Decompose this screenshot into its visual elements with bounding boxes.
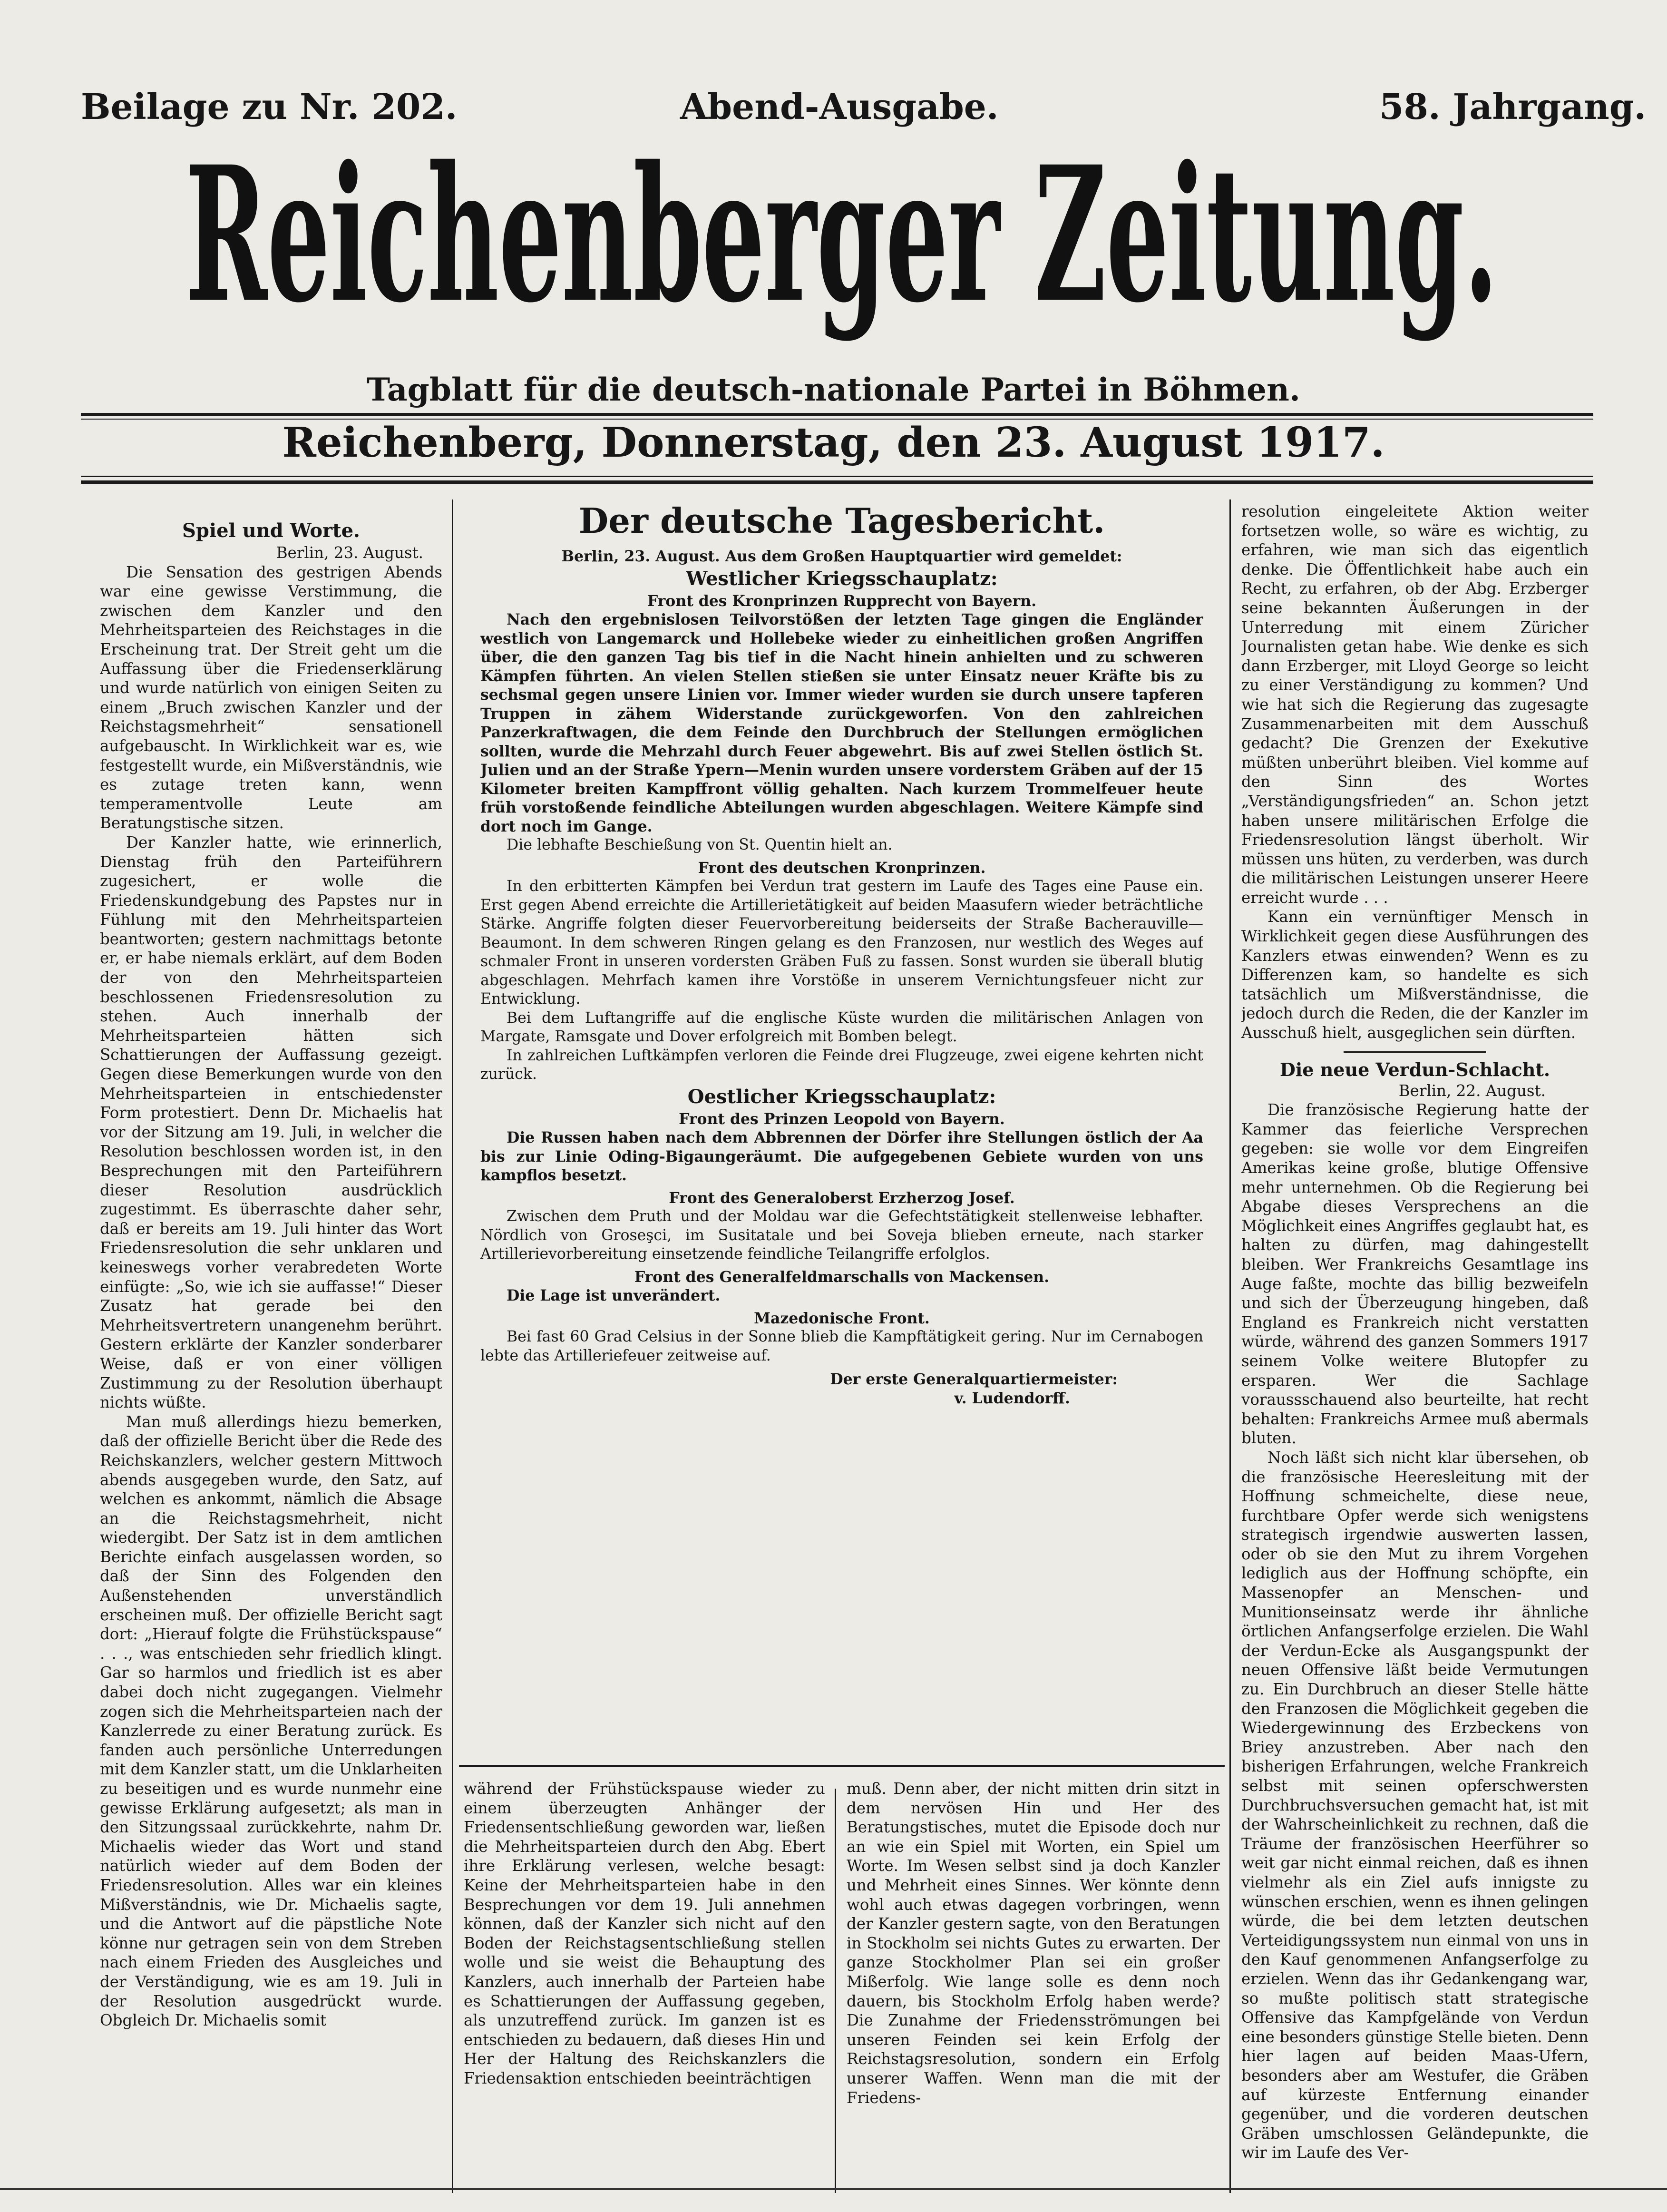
supplement-number: Beilage zu Nr. 202. [81,87,458,127]
section-sub: Front des Kronprinzen Rupprecht von Bayern. [647,592,1037,610]
paragraph: Der Kanzler hatte, wie erinnerlich, Dienstag früh den Parteiführern zugesichert, er wolle die Friedenskundgebung des Papstes nur in Fühlung mit den Mehrheitsparteien beantworten; gestern nachmittags betonte er, er habe niemals erklärt, auf dem Boden der von den Mehrheitsparteien beschlossenen Friedensresolution zu stehen. Auch innerhalb der Mehrheitsparteien hätten sich Schattierungen der Auffassung gezeigt. Gegen diese Bemerkungen wurde von den Mehrheitsparteien in entschiedenster Form protestiert. Denn Dr. Michaelis hat vor der Sitzung am 19. Juli, in welcher die Resolution beschlossen worden ist, in den Besprechungen mit den Parteiführern dieser Resolution ausdrücklich zugestimmt. Es überraschte daher sehr, daß er bereits am 19. Juli hinter das Wort Friedensresolution die sehr unklaren und keineswegs vorher verabredeten Worte einfügte: „So, wie ich sie auffasse!“ Dieser Zusatz hat gerade bei den Mehrheitsvertretern unangenehm berührt. Gestern erklärte der Kanzler sonderbarer Weise, daß er von einer völligen Zustimmung zu der Resolution überhaupt nichts wüßte. [100,833,442,1412]
signature-title: Der erste Generalquartiermeister: [830,1370,1118,1388]
column-divider-left [452,499,453,2193]
paragraph: Zwischen dem Pruth und der Moldau war die Gefechtstätigkeit stellenweise lebhafter. Nördlich von Groseşci, im Susitatale und bei Soveja blieben erneute, nach starker Artillerievorbereitung einsetzende feindliche Teilangriffe erfolglos. [480,1208,1203,1263]
masthead-subtitle: Tagblatt für die deutsch-nationale Partei in Böhmen. [367,371,1300,408]
article-title-spiel-und-worte: Spiel und Worte. [182,519,360,542]
section-sub: Front des Generalfeldmarschalls von Mackensen. [634,1268,1050,1286]
paragraph: Die Sensation des gestrigen Abends war eine gewisse Verstimmung, die zwischen dem Kanzler und den Mehrheitsparteien des Reichstages in die Erscheinung trat. Der Streit geht um die Auffassung über die Friedenserklärung und wurde natürlich von einigen Seiten zu einem „Bruch zwischen Kanzler und der Reichstagsmehrheit“ sensationell aufgebauscht. In Wirklichkeit war es, wie festgestellt wurde, ein Mißverständnis, wie es zutage treten kann, wenn temperamentvolle Leute am Beratungstische sitzen. [100,563,442,832]
paragraph: während der Frühstückspause wieder zu einem überzeugten Anhänger der Friedensentschließung geworden war, ließen die Mehrheitsparteien durch den Abg. Ebert ihre Erklärung verlesen, welche besagt: Keine der Mehrheitsparteien habe in den Besprechungen vor dem 19. Juli annehmen können, daß der Kanzler sich nicht auf den Boden der Reichstagsentschließung stellen wolle und sie weist die Behauptung des Kanzlers, auch innerhalb der Parteien habe es Schattierungen der Auffassung gegeben, als unzutreffend zurück. Im ganzen ist es entschieden zu bedauern, daß dieses Hin und Her der Haltung des Reichskanzlers die Friedensaktion entschieden beeinträchtigen [464,1780,825,2087]
rule-top-1 [81,413,1593,416]
paragraph: Man muß allerdings hiezu bemerken, daß der offizielle Bericht über die Rede des Reichskanzlers, welcher gestern Mittwoch abends ausgegeben wurde, den Satz, auf welchen es ankommt, nämlich die Absage an die Reichstagsmehrheit, nicht wiedergibt. Der Satz ist in dem amtlichen Berichte einfach ausgelassen worden, so daß der Sinn des Folgenden den Außenstehenden unverständlich erscheinen muß. Der offizielle Bericht sagt dort: „Hierauf folgte die Frühstückspause“ . . ., was entschieden sehr friedlich klingt. Gar so harmlos und friedlich ist es aber dabei doch nicht zugegangen. Vielmehr zogen sich die Mehrheitsparteien nach der Kanzlerrede zu einer Beratung zurück. Es fanden auch persönliche Unterredungen mit dem Kanzler statt, um die Unklarheiten zu beseitigen und es wurde nunmehr eine gewisse Erklärung aufgesetzt; als man in den Sitzungssaal zurückkehrte, nahm Dr. Michaelis wieder das Wort und stand natürlich wieder auf dem Boden der Friedensresolution. Alles war ein kleines Mißverständnis, wie Dr. Michaelis sagte, und die Antwort auf die päpstliche Note könne nur getragen sein von dem Streben nach einem Frieden des Ausgleiches und der Verständigung, wie es am 19. Juli in der Resolution ausgedrückt wurde. Obgleich Dr. Michaelis somit [100,1412,442,2030]
paragraph: Die lebhafte Beschießung von St. Quentin hielt an. [507,836,893,853]
page-bottom-edge [0,2188,1667,2190]
left-column [100,519,442,2193]
paragraph: Nach den ergebnislosen Teilvorstößen der letzten Tage gingen die Engländer westlich von Langemarck und Hollebeke wieder zu einheitlichen großen Angriffen über, die den ganzen Tag bis tief in die Nacht hinein anhielten und zu schweren Kämpfen führten. An vielen Stellen stießen sie unter Einsatz neuer Kräfte bis zu sechsmal gegen unsere Linien vor. Immer wieder wurden sie durch unsere tapferen Truppen in zähem Widerstande zurückgeworfen. Von den zahlreichen Panzerkraftwagen, die dem Feinde den Durchbruch der Stellungen ermöglichen sollten, wurde die Mehrzahl durch Feuer abgewehrt. Bis auf zwei Stellen östlich St. Julien und an der Straße Ypern—Menin wurden unsere vorderstem Gräben auf der 15 Kilometer breiten Kampffront völlig gehalten. Nach kurzem Trommelfeuer heute früh vorstoßende feindliche Abteilungen wurden abgeschlagen. Weitere Kämpfe sind dort noch im Gange. [480,611,1203,835]
section-sub: Mazedonische Front. [754,1309,930,1327]
paragraph: In zahlreichen Luftkämpfen verloren die Feinde drei Flugzeuge, zwei eigene kehrten nicht zurück. [480,1047,1203,1083]
paragraph: Die Russen haben nach dem Abbrennen der Dörfer ihre Stellungen östlich der Aa bis zur Linie Oding-Bigaungeräumt. Die aufgegebenen Gebiete wurden von uns kampflos besetzt. [480,1129,1203,1184]
edition-label: Abend-Ausgabe. [680,87,999,127]
column-divider-bottom [835,1789,836,2193]
masthead-logo [171,119,1512,347]
section-sub: Front des deutschen Kronprinzen. [698,859,986,877]
paragraph: In den erbitterten Kämpfen bei Verdun trat gestern im Laufe des Tages eine Pause ein. Erst gegen Abend erreichte die Artillerietätigkeit auf beiden Maasufern wieder beträchtliche Stärke. Angriffe folgten dieser Feuervorbereitung beiderseits der Straße Bacherauville—Beaumont. In dem schweren Ringen gelang es den Franzosen, nur westlich des Weges auf schmaler Front in unseren vordersten Gräben Fuß zu fassen. Sonst wurden sie überall blutig abgeschlagen. Mehrfach kamen ihre Vorstöße in unserem Vernichtungsfeuer nicht zur Entwicklung. [480,878,1203,1008]
paragraph: Kann ein vernünftiger Mensch in Wirklichkeit gegen diese Ausführungen des Kanzlers etwas einwenden? Wenn es zu Differenzen kam, so handelte es sich tatsächlich um Mißverständnisse, die jedoch durch die Reden, die der Kanzler im Ausschuß hielt, ausgeglichen sein dürften. [1241,908,1589,1042]
issue-dateline: Reichenberg, Donnerstag, den 23. August 1917. [282,419,1385,467]
article-dateline: Berlin, 23. August. [276,544,423,562]
article-dateline: Berlin, 22. August. [1398,1081,1546,1100]
bottom-center-right-column [847,1779,1220,2198]
rule-top-3 [81,476,1593,477]
masthead-title: Reichenberger Zeitung. [185,126,1498,343]
section-sub: Front des Prinzen Leopold von Bayern. [679,1110,1005,1128]
section-sub: Front des Generaloberst Erzherzog Josef. [669,1189,1015,1207]
paragraph: Die Lage ist unverändert. [507,1287,721,1304]
separator-rule [1344,1051,1486,1053]
paragraph: Bei fast 60 Grad Celsius in der Sonne blieb die Kampftätigkeit gering. Nur im Cernabogen lebte das Artilleriefeuer zeitweise auf. [480,1328,1203,1364]
rule-center-bottom [459,1765,1225,1767]
section-heading-west: Westlicher Kriegsschauplatz: [686,567,998,590]
paragraph: Noch läßt sich nicht klar übersehen, ob die französische Heeresleitung mit der Hoffnung schmeichelte, diese neue, furchtbare Opfer werde sich wenigstens strategisch irgendwie auswerten lassen, oder ob sie den Mut zu ihrem Vorgehen lediglich aus der Hoffnung schöpfte, ein Massenopfer an Menschen- und Munitionseinsatz werde ihr ähnliche örtlichen Anfangserfolge erzielen. Die Wahl der Verdun-Ecke als Ausgangspunkt der neuen Offensive läßt beide Vermutungen zu. Ein Durchbruch an dieser Stelle hätte den Franzosen die Möglichkeit gegeben die Wiedergewinnung des Erzbeckens von Briey anzustreben. Aber nach den bisherigen Erfahrungen, welche Frankreich selbst mit seinen opferschwersten Durchbruchsversuchen gemacht hat, ist mit der Wahrscheinlichkeit zu rechnen, daß die Träume der französischen Heerführer so weit gar nicht einmal reichen, daß es ihnen vielmehr als ein Ziel aufs innigste zu wünschen erschien, wenn es ihnen gelingen würde, die bei dem letzten deutschen Verteidigungssystem nun einmal von uns in den Kauf genommenen Anfangserfolge zu erzielen. Wenn das ihr Gedankengang war, so mußte politisch statt strategische Offensive das Kampfgelände von Verdun eine besonders günstige Stelle bieten. Denn hier lagen auf beiden Maas-Ufern, besonders aber am Westufer, die Gräben auf kürzeste Entfernung einander gegenüber, und die vorderen deutschen Gräben umschlossen Geländepunkte, die wir im Laufe des Ver- [1241,1448,1589,2162]
column-divider-right [1229,499,1231,2193]
signature-name: v. Ludendorff. [954,1389,1070,1407]
paragraph: Die französische Regierung hatte der Kammer das feierliche Versprechen gegeben: sie wolle vor dem Eingreifen Amerikas keine große, blutige Offensive mehr unternehmen. Ob die Regierung bei Abgabe dieses Versprechens an die Möglichkeit eines Angriffes geglaubt hat, es halten zu dürfen, mag dahingestellt bleiben. Wer Frankreichs Gesamtlage ins Auge faßte, mochte das billig bezweifeln und sich der Überzeugung hingeben, daß England es Frankreich nicht verstatten würde, während des ganzen Sommers 1917 seinem Volke weitere Blutopfer zu ersparen. Wer die Sachlage voraussschauend also beurteilte, hat recht behalten: Frankreichs Armee muß abermals bluten. [1241,1101,1589,1448]
report-title: Der deutsche Tagesbericht. [578,500,1105,541]
paragraph: Bei dem Luftangriffe auf die englische Küste wurden die militärischen Anlagen von Margate, Ramsgate und Dover erfolgreich mit Bomben belegt. [480,1009,1203,1045]
right-column [1241,502,1589,2200]
volume-label: 58. Jahrgang. [1379,87,1647,127]
bottom-center-left-column [464,1779,825,2198]
report-intro: Berlin, 23. August. Aus dem Großen Hauptquartier wird gemeldet: [561,548,1122,565]
paragraph: muß. Denn aber, der nicht mitten drin sitzt in dem nervösen Hin und Her des Beratungstisches, mutet die Episode doch nur an wie ein Spiel mit Worten, ein Spiel um Worte. Im Wesen selbst sind ja doch Kanzler und Mehrheit eines Sinnes. Wer könnte denn wohl auch etwas dagegen vorbringen, wenn der Kanzler gestern sagte, von den Beratungen in Stockholm sei nichts Gutes zu erwarten. Der ganze Stockholmer Plan sei ein großer Mißerfolg. Wie lange solle es denn noch dauern, bis Stockholm Erfolg haben werde? Die Zunahme der Friedensströmungen bei unseren Feinden sei kein Erfolg der Reichstagsresolution, sondern ein Erfolg unserer Waffen. Wenn man die mit der Friedens- [847,1780,1220,2107]
paragraph: resolution eingeleitete Aktion weiter fortsetzen wolle, so wäre es wichtig, zu erfahren, wie man sich das eigentlich denke. Die Öffentlichkeit habe auch ein Recht, zu erfahren, ob der Abg. Erzberger seine bekannten Äußerungen in der Unterredung mit einem Züricher Journalisten getan habe. Wie denke es sich dann Erzberger, mit Lloyd George so leicht zu einer Verständigung zu kommen? Und wie hat sich die Regierung das zugesagte Zusammenarbeiten mit dem Ausschuß gedacht? Die Grenzen der Exekutive müßten unberührt bleiben. Viel komme auf den Sinn des Wortes „Verständigungsfrieden“ an. Schon jetzt haben unsere militärischen Erfolge die Friedensresolution längst überholt. Wir müssen uns hüten, zu verderben, was durch die militärischen Leistungen unserer Heere erreicht wurde . . . [1241,502,1589,907]
rule-top-4 [81,480,1593,484]
article-title-verdun: Die neue Verdun-Schlacht. [1279,1058,1550,1080]
section-heading-east: Oestlicher Kriegsschauplatz: [687,1085,996,1108]
center-column-report [480,499,1203,1755]
